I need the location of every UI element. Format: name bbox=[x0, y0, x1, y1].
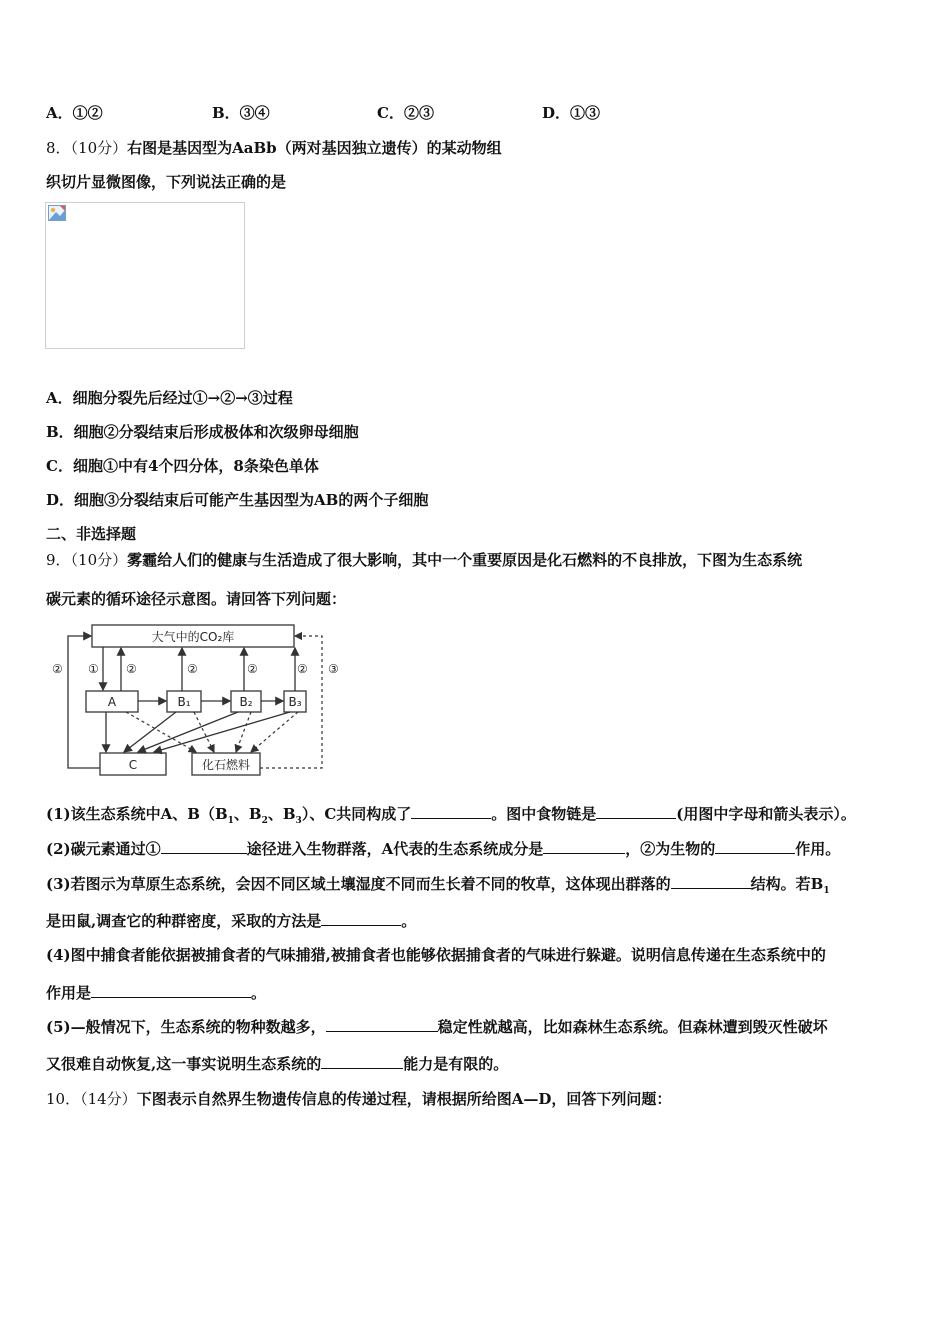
text: (3)若图示为草原生态系统，会因不同区域土壤湿度不同而生长着不同的牧草，这体现出群落的 bbox=[46, 875, 671, 893]
label-2-left: ② bbox=[52, 662, 63, 676]
question-8-stem-cont: 织切片显微图像，下列说法正确的是 bbox=[46, 173, 287, 191]
q9-part-4: (4)图中捕食者能依据被捕食者的气味捕猎,被捕食者也能够依据捕食者的气味进行躲避。说明信息传递在生态系统中的 bbox=[46, 946, 826, 964]
text: ）、C共同构成了 bbox=[301, 805, 412, 823]
option-a: A．①② bbox=[46, 104, 103, 122]
node-c: C bbox=[128, 758, 138, 772]
answer-blank[interactable] bbox=[543, 839, 625, 854]
question-number: 9．（10分） bbox=[46, 551, 128, 569]
question-10-stem bbox=[46, 1088, 671, 1109]
label-1: ① bbox=[88, 662, 99, 676]
answer-blank[interactable] bbox=[715, 839, 795, 854]
node-a: A bbox=[107, 695, 117, 709]
q8-option-a: A．细胞分裂先后经过①→②→③过程 bbox=[46, 389, 293, 407]
text: 稳定性就越高，比如森林生态系统。但森林遭到毁灭性破坏 bbox=[437, 1018, 828, 1036]
answer-blank[interactable] bbox=[91, 983, 251, 998]
question-text: 雾霾给人们的健康与生活造成了很大影响，其中一个重要原因是化石燃料的不良排放，下图为生态系统 bbox=[127, 551, 803, 569]
label-3: ③ bbox=[328, 662, 339, 676]
q9-part-1 bbox=[46, 803, 856, 826]
answer-blank[interactable] bbox=[321, 1054, 403, 1069]
cell-image-placeholder bbox=[45, 202, 245, 349]
text: 、B bbox=[267, 805, 296, 823]
text: 结构。若B bbox=[750, 875, 824, 893]
text: 。 bbox=[401, 912, 417, 930]
label-2-b2: ② bbox=[247, 662, 258, 676]
text: (2)碳元素通过① bbox=[46, 840, 161, 858]
question-9-stem bbox=[46, 549, 802, 570]
label-2-b3: ② bbox=[297, 662, 308, 676]
q9-part-5 bbox=[46, 1016, 828, 1037]
question-text: 下图表示自然界生物遗传信息的传递过程，请根据所给图A—D，回答下列问题： bbox=[136, 1090, 672, 1108]
answer-blank[interactable] bbox=[161, 839, 247, 854]
text: (用图中字母和箭头表示）。 bbox=[676, 805, 856, 823]
text: 是田鼠,调查它的种群密度，采取的方法是 bbox=[46, 912, 322, 930]
node-fossil-fuel: 化石燃料 bbox=[201, 758, 251, 772]
option-c: C．②③ bbox=[377, 104, 434, 122]
q9-part-3 bbox=[46, 873, 830, 896]
label-2-b1: ② bbox=[187, 662, 198, 676]
q8-option-b: B．细胞②分裂结束后形成极体和次级卵母细胞 bbox=[46, 423, 359, 441]
text: 能力是有限的。 bbox=[403, 1055, 509, 1073]
answer-blank[interactable] bbox=[321, 911, 401, 926]
q9-part-5-cont bbox=[46, 1053, 508, 1074]
answer-blank[interactable] bbox=[411, 804, 491, 819]
node-b2: B₂ bbox=[239, 695, 253, 709]
text: 作用是 bbox=[46, 984, 92, 1002]
node-b1: B₁ bbox=[177, 695, 191, 709]
atmosphere-co2-box: 大气中的CO₂库 bbox=[151, 630, 235, 644]
question-9-stem-cont: 碳元素的循环途径示意图。请回答下列问题： bbox=[46, 590, 347, 608]
question-text: 右图是基因型为AaBb（两对基因独立遗传）的某动物组 bbox=[127, 139, 502, 157]
subscript: 3 bbox=[295, 816, 302, 826]
broken-image-icon bbox=[48, 205, 66, 221]
label-2-a: ② bbox=[126, 662, 137, 676]
subscript: 2 bbox=[261, 816, 268, 826]
subscript: 1 bbox=[227, 816, 234, 826]
text: 。图中食物链是 bbox=[491, 805, 597, 823]
text: 又很难自动恢复,这一事实说明生态系统的 bbox=[46, 1055, 322, 1073]
q9-part-3-cont bbox=[46, 910, 416, 931]
text: 。 bbox=[251, 984, 267, 1002]
q8-option-c: C．细胞①中有4个四分体，8条染色单体 bbox=[46, 457, 319, 475]
option-d: D．①③ bbox=[542, 104, 601, 122]
text: 途径进入生物群落，A代表的生态系统成分是 bbox=[246, 840, 544, 858]
option-b: B．③④ bbox=[212, 104, 270, 122]
question-number: 8．（10分） bbox=[46, 139, 128, 157]
answer-blank[interactable] bbox=[326, 1017, 438, 1032]
q9-part-2 bbox=[46, 838, 840, 859]
answer-blank[interactable] bbox=[596, 804, 676, 819]
text: ，②为生物的 bbox=[625, 840, 716, 858]
node-b3: B₃ bbox=[288, 695, 302, 709]
subscript: 1 bbox=[823, 886, 830, 896]
carbon-cycle-diagram bbox=[46, 620, 346, 780]
question-number: 10．（14分） bbox=[46, 1090, 137, 1108]
section-title: 二、非选择题 bbox=[46, 525, 137, 543]
answer-blank[interactable] bbox=[671, 874, 751, 889]
text: (5)—般情况下，生态系统的物种数越多， bbox=[46, 1018, 326, 1036]
text: 、B bbox=[233, 805, 262, 823]
q8-option-d: D．细胞③分裂结束后可能产生基因型为AB的两个子细胞 bbox=[46, 491, 429, 509]
text: 作用。 bbox=[795, 840, 841, 858]
question-8-stem bbox=[46, 137, 502, 158]
text: (1)该生态系统中A、B（B bbox=[46, 805, 228, 823]
q9-part-4-cont bbox=[46, 982, 266, 1003]
